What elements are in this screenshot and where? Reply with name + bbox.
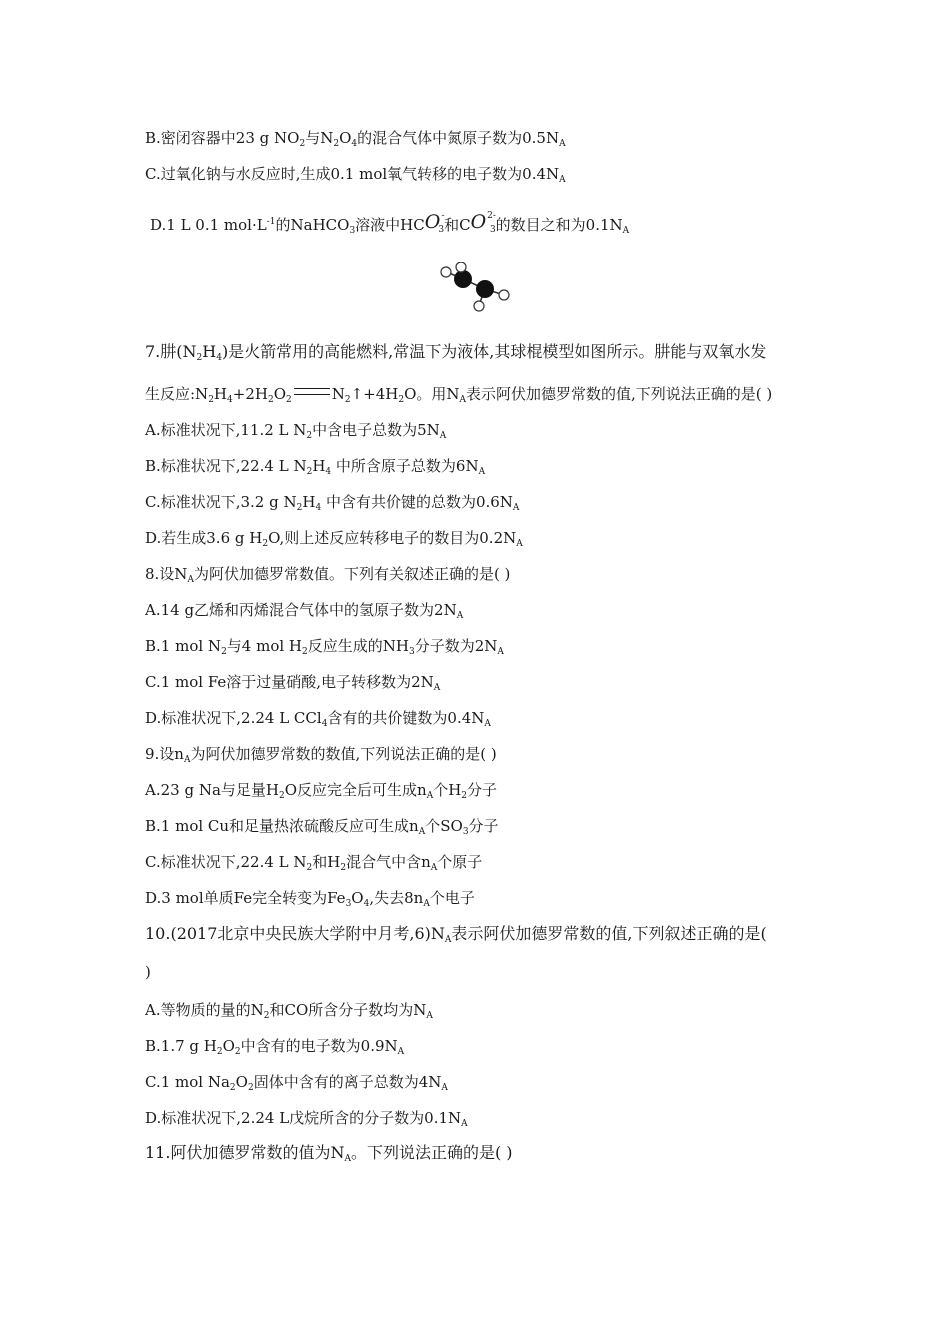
subscript: 2	[340, 863, 347, 873]
subscript: 2	[208, 395, 214, 405]
subscript: A	[433, 683, 441, 693]
text: 分子	[468, 817, 499, 835]
text: B.标准状况下,22.4 L N	[145, 457, 307, 475]
text: 9.设n	[145, 745, 184, 763]
text: B.密闭容器中23 g NO	[145, 129, 300, 147]
text: A.等物质的量的N	[145, 1001, 264, 1019]
text: B.1 mol Cu和足量热浓硫酸反应可生成n	[145, 817, 419, 835]
subscript: A	[426, 1011, 433, 1021]
text: 的数目之和为0.1N	[495, 216, 623, 234]
subscript: A	[484, 719, 491, 729]
text: 混合气中含n	[346, 853, 431, 871]
text: 和C	[444, 216, 471, 234]
subscript: 4	[363, 899, 370, 909]
subscript: A	[344, 1154, 351, 1164]
subscript: 3	[345, 899, 352, 909]
question-9-stem	[145, 744, 497, 770]
hydrogen-atom-4	[474, 301, 484, 311]
nitrogen-atom-2	[476, 280, 494, 298]
text: O反应完全后可生成n	[284, 781, 427, 799]
text: 分子	[467, 781, 498, 799]
text: D.3 mol单质Fe完全转变为Fe	[145, 889, 346, 907]
subscript: 2	[333, 139, 340, 149]
q10-option-d	[145, 1108, 468, 1134]
q8-option-c	[145, 672, 440, 698]
text: 含有的共价键数为0.4N	[327, 709, 485, 727]
text: C.标准状况下,3.2 g N	[145, 493, 297, 511]
text: 生反应:N	[145, 385, 209, 403]
text: B.1.7 g H	[145, 1037, 217, 1055]
subscript: A	[516, 539, 523, 549]
text: O,则上述反应转移电子的数目为0.2N	[268, 529, 517, 547]
q7-option-c	[145, 492, 519, 518]
subscript: 2	[229, 1083, 236, 1093]
subscript: 2	[196, 353, 203, 363]
hydrogen-atom-1	[441, 267, 451, 277]
subscript: A	[441, 1083, 448, 1093]
subscript: 2	[306, 863, 313, 873]
subscript: 2	[398, 395, 405, 405]
text: 的混合气体中氮原子数为0.5N	[357, 129, 560, 147]
subscript: A	[183, 755, 191, 765]
text: H	[312, 457, 326, 475]
text: H	[202, 342, 217, 361]
subscript: 3	[462, 827, 469, 837]
subscript: 2	[234, 1047, 241, 1057]
q8-option-a	[145, 600, 463, 626]
subscript: A	[459, 395, 467, 405]
superscript: -1	[266, 217, 276, 227]
text: D.若生成3.6 g H	[145, 529, 263, 547]
text: O	[235, 1073, 248, 1091]
text: 个电子	[429, 889, 475, 907]
subscript: A	[430, 863, 438, 873]
equals-sign	[294, 388, 330, 395]
text: O	[351, 889, 364, 907]
option-b-line	[145, 128, 566, 154]
text: C.1 mol Na	[145, 1073, 230, 1091]
ion-charge: 2-	[487, 211, 496, 221]
q7-option-b	[145, 456, 485, 482]
subscript: 2	[221, 647, 227, 657]
subscript: A	[397, 1047, 405, 1057]
subscript: A	[478, 467, 486, 477]
ion-letter: O	[424, 211, 441, 233]
q9-option-c	[145, 852, 482, 878]
subscript: 4	[351, 139, 358, 149]
text: 11.阿伏加德罗常数的值为N	[145, 1143, 345, 1162]
text: 与N	[305, 129, 334, 147]
subscript: 2	[306, 467, 313, 477]
text: D.1 L 0.1 mol·L	[150, 216, 267, 234]
text: D.标准状况下,2.24 L CCl	[145, 709, 322, 727]
text: 反应生成的NH	[307, 637, 409, 655]
text: 中含有的电子数为0.9N	[240, 1037, 398, 1055]
subscript: 2	[344, 395, 351, 405]
text: B.1 mol N	[145, 637, 222, 655]
nitrogen-atom-1	[454, 270, 472, 288]
subscript: 2	[302, 647, 308, 657]
ion-letter: O	[470, 211, 487, 233]
subscript: A	[512, 503, 520, 513]
subscript: 2	[262, 539, 269, 549]
text: 与4 mol H	[226, 637, 303, 655]
text: D.标准状况下,2.24 L戊烷所含的分子数为0.1N	[145, 1109, 462, 1127]
text: 溶液中HC	[355, 216, 425, 234]
text: O。用N	[404, 385, 460, 403]
subscript: A	[187, 575, 194, 585]
q7-option-d	[145, 528, 523, 554]
subscript: 2	[286, 395, 292, 405]
subscript: A	[423, 899, 430, 909]
question-7-equation	[145, 384, 772, 410]
text: +2H	[232, 385, 268, 403]
subscript: A	[559, 139, 566, 149]
subscript: 2	[216, 1047, 223, 1057]
option-d-line	[150, 206, 629, 241]
subscript: 2	[247, 1083, 254, 1093]
text: O	[222, 1037, 235, 1055]
text: A.标准状况下,11.2 L N	[145, 421, 307, 439]
subscript: A	[456, 611, 464, 621]
text: C.标准状况下,22.4 L N	[145, 853, 307, 871]
subscript: 2	[296, 503, 303, 513]
text: 。下列说法正确的是( )	[350, 1143, 513, 1162]
text: 的NaHCO	[275, 216, 350, 234]
q8-option-b	[145, 636, 504, 662]
subscript: A	[622, 226, 630, 236]
text: 个原子	[437, 853, 483, 871]
question-11-stem	[145, 1143, 513, 1169]
text: 表示阿伏加德罗常数的值,下列说法正确的是( )	[466, 385, 773, 403]
text: N	[331, 385, 345, 403]
text: ↑+4H	[350, 385, 399, 403]
text: 表示阿伏加德罗常数的值,下列叙述正确的是(	[451, 924, 767, 943]
q10-option-c	[145, 1072, 448, 1098]
subscript: A	[418, 827, 426, 837]
subscript: 4	[227, 395, 233, 405]
subscript: 3	[349, 226, 356, 236]
subscript: A	[461, 1119, 468, 1129]
q9-option-a	[145, 780, 497, 806]
q8-option-d	[145, 708, 491, 734]
text: 为阿伏加德罗常数值。下列有关叙述正确的是( )	[193, 565, 511, 583]
text: 个H	[433, 781, 462, 799]
subscript: A	[559, 175, 566, 185]
subscript: 2	[278, 791, 285, 801]
text: 中含有共价键的总数为0.6N	[321, 493, 513, 511]
text: C.1 mol Fe溶于过量硝酸,电子转移数为2N	[145, 673, 434, 691]
text: 和H	[312, 853, 341, 871]
text: O	[339, 129, 352, 147]
text: )	[145, 963, 151, 981]
subscript: A	[497, 647, 504, 657]
subscript: A	[426, 791, 434, 801]
subscript: 4	[315, 503, 322, 513]
q10-option-b	[145, 1036, 404, 1062]
text: H	[213, 385, 228, 403]
q7-option-a	[145, 420, 446, 446]
q10-option-a	[145, 1000, 433, 1026]
subscript: A	[439, 431, 447, 441]
text: 分子数为2N	[414, 637, 498, 655]
text: 个SO	[425, 817, 463, 835]
text: 8.设N	[145, 565, 188, 583]
text: O	[273, 385, 286, 403]
question-8-stem	[145, 564, 510, 590]
ion-subscript: 3	[438, 225, 445, 235]
hydrogen-atom-2	[456, 262, 466, 272]
text: ,失去8n	[369, 889, 424, 907]
text: H	[302, 493, 316, 511]
text: )是火箭常用的高能燃料,常温下为液体,其球棍模型如图所示。肼能与双氧水发	[221, 342, 767, 361]
subscript: 2	[306, 431, 313, 441]
question-7-stem	[145, 342, 766, 368]
text: C.过氧化钠与水反应时,生成0.1 mol氧气转移的电子数为0.4N	[145, 165, 560, 183]
subscript: 4	[321, 719, 328, 729]
hydrogen-atom-3	[499, 290, 509, 300]
text: 为阿伏加德罗常数的数值,下列说法正确的是( )	[190, 745, 497, 763]
text: 10.(2017北京中央民族大学附中月考,6)N	[145, 924, 445, 943]
text: 7.肼(N	[145, 342, 197, 361]
subscript: 2	[263, 1011, 270, 1021]
text: 和CO所含分子数均为N	[269, 1001, 427, 1019]
option-c-line	[145, 164, 566, 190]
text: 固体中含有的离子总数为4N	[253, 1073, 442, 1091]
text: A.23 g Na与足量H	[145, 781, 279, 799]
q9-option-b	[145, 816, 499, 842]
text: 中所含原子总数为6N	[331, 457, 479, 475]
subscript: 3	[408, 647, 415, 657]
ion-charge: -	[441, 211, 445, 221]
question-10-stem-end	[145, 962, 151, 982]
q9-option-d	[145, 888, 475, 914]
text: A.14 g乙烯和丙烯混合气体中的氢原子数为2N	[145, 601, 457, 619]
subscript: 4	[325, 467, 332, 477]
subscript: A	[444, 935, 452, 945]
text: 中含电子总数为5N	[312, 421, 440, 439]
question-10-stem	[145, 924, 767, 950]
subscript: 2	[267, 395, 274, 405]
subscript: 2	[299, 139, 306, 149]
subscript: 2	[461, 791, 468, 801]
ion-subscript: 3	[489, 225, 496, 235]
hydrazine-ball-stick-model	[437, 262, 513, 314]
subscript: 4	[216, 353, 222, 363]
